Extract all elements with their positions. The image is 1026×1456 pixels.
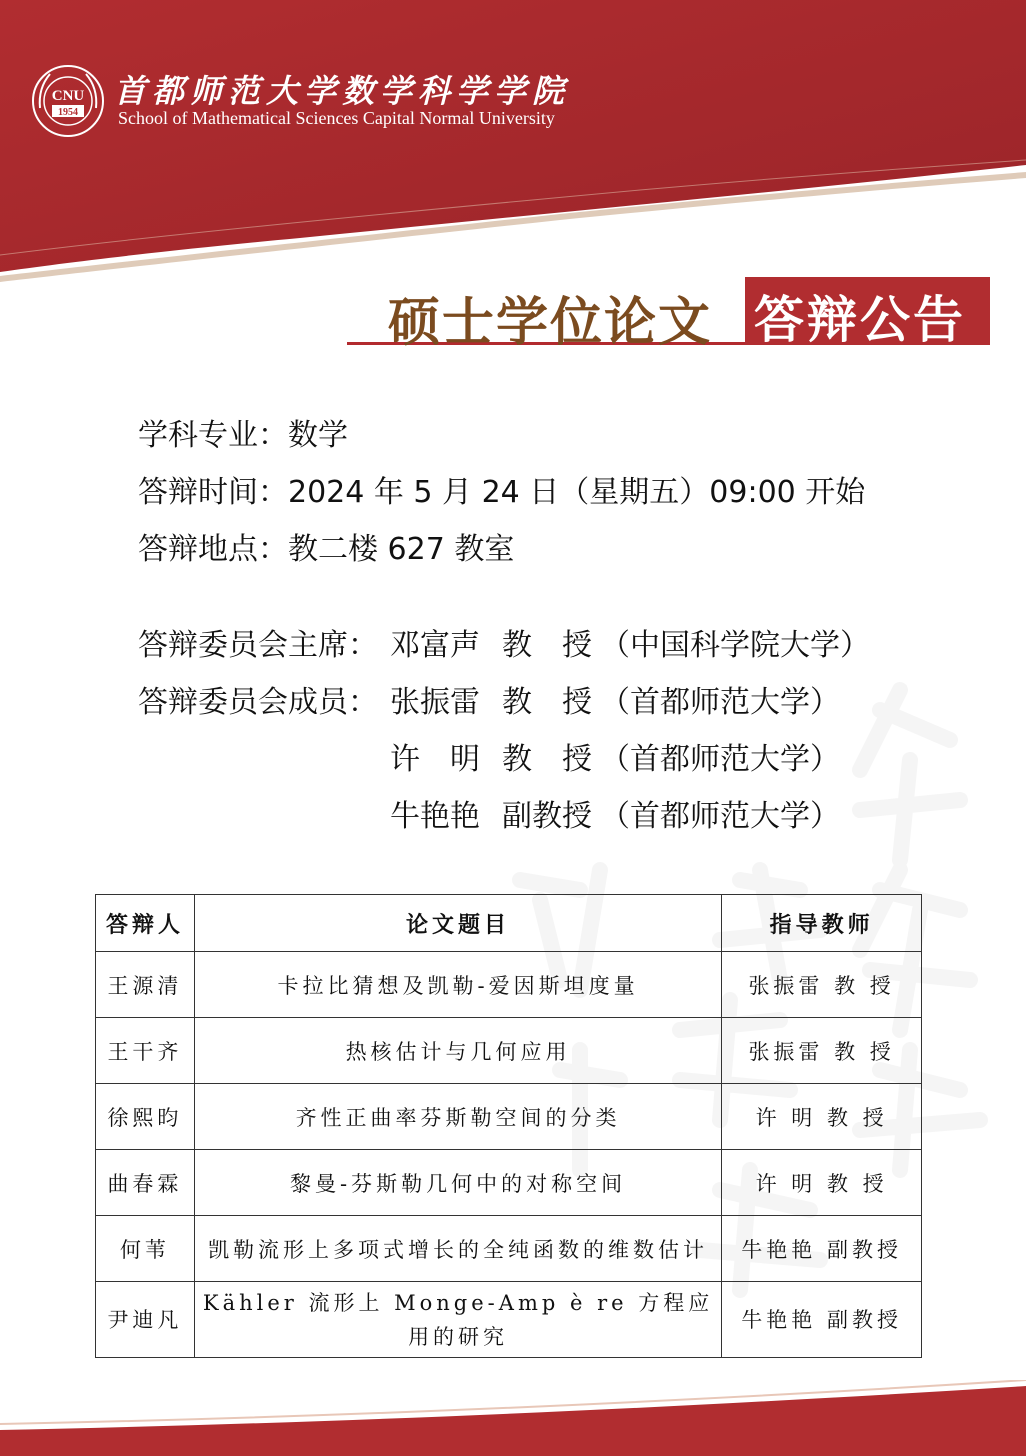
footer-banner [0,1380,1026,1456]
committee-members-label: 答辩委员会成员： [138,685,378,720]
committee-member-name: 许 明 [390,742,480,777]
student-cell: 尹迪凡 [96,1282,195,1358]
advisor-cell: 牛艳艳 副教授 [722,1282,922,1358]
advisor-cell: 张振雷 教 授 [722,1018,922,1084]
time-line [138,467,865,511]
university-logo [30,58,106,144]
advisor-cell: 许 明 教 授 [722,1084,922,1150]
page-title: 硕士学位论文 [388,293,713,353]
header-student: 答辩人 [96,895,195,952]
school-name-chinese: 首都师范大学数学科学学院 [114,72,571,110]
committee-chair-institution: （中国科学院大学） [600,628,870,663]
table-row [96,952,922,1018]
header-thesis: 论文题目 [194,895,721,952]
committee-chair-title: 教 授 [502,628,592,663]
thesis-cell: 卡拉比猜想及凯勒-爱因斯坦度量 [194,952,721,1018]
place-line [138,524,514,568]
committee-member-institution: （首都师范大学） [600,742,840,777]
student-cell: 王源清 [96,952,195,1018]
table-row [96,1150,922,1216]
table-row [96,1084,922,1150]
thesis-cell: 黎曼-芬斯勒几何中的对称空间 [194,1150,721,1216]
page-title-badge: 答辩公告 [754,291,966,349]
committee-chair-name: 邓富声 [390,628,480,663]
major-value: 数学 [288,418,348,453]
student-cell: 徐熙昀 [96,1084,195,1150]
thesis-cell: 凯勒流形上多项式增长的全纯函数的维数估计 [194,1216,721,1282]
committee-member-title: 教 授 [502,742,592,777]
thesis-cell: 热核估计与几何应用 [194,1018,721,1084]
time-label: 答辩时间： [138,475,288,510]
student-cell: 何苇 [96,1216,195,1282]
defense-schedule-table [95,894,922,1358]
student-cell: 曲春霖 [96,1150,195,1216]
committee-member-name: 牛艳艳 [390,799,480,834]
table-row [96,1018,922,1084]
header-banner [0,0,1026,290]
major-line [138,410,348,454]
committee-member-title: 副教授 [502,799,592,834]
place-value: 教二楼 627 教室 [288,532,515,567]
table-row [96,1216,922,1282]
table-row [96,1282,922,1358]
advisor-cell: 许 明 教 授 [722,1150,922,1216]
school-name-english: School of Mathematical Sciences Capital Normal University [118,108,555,128]
thesis-cell: 齐性正曲率芬斯勒空间的分类 [194,1084,721,1150]
advisor-cell: 牛艳艳 副教授 [722,1216,922,1282]
logo-year: 1954 [58,107,78,118]
committee-member-institution: （首都师范大学） [600,685,840,720]
student-cell: 王干齐 [96,1018,195,1084]
table-header-row [96,895,922,952]
logo-abbr: CNU [51,88,85,104]
committee-member-title: 教 授 [502,685,592,720]
thesis-cell: Kähler 流形上 Monge-Amp è re 方程应用的研究 [194,1282,721,1358]
place-label: 答辩地点： [138,532,288,567]
committee-member-institution: （首都师范大学） [600,799,840,834]
committee-member-name: 张振雷 [390,685,480,720]
time-value: 2024 年 5 月 24 日（星期五）09:00 开始 [288,475,866,510]
committee-chair-label: 答辩委员会主席： [138,628,378,663]
header-advisor: 指导教师 [722,895,922,952]
major-label: 学科专业： [138,418,288,453]
advisor-cell: 张振雷 教 授 [722,952,922,1018]
